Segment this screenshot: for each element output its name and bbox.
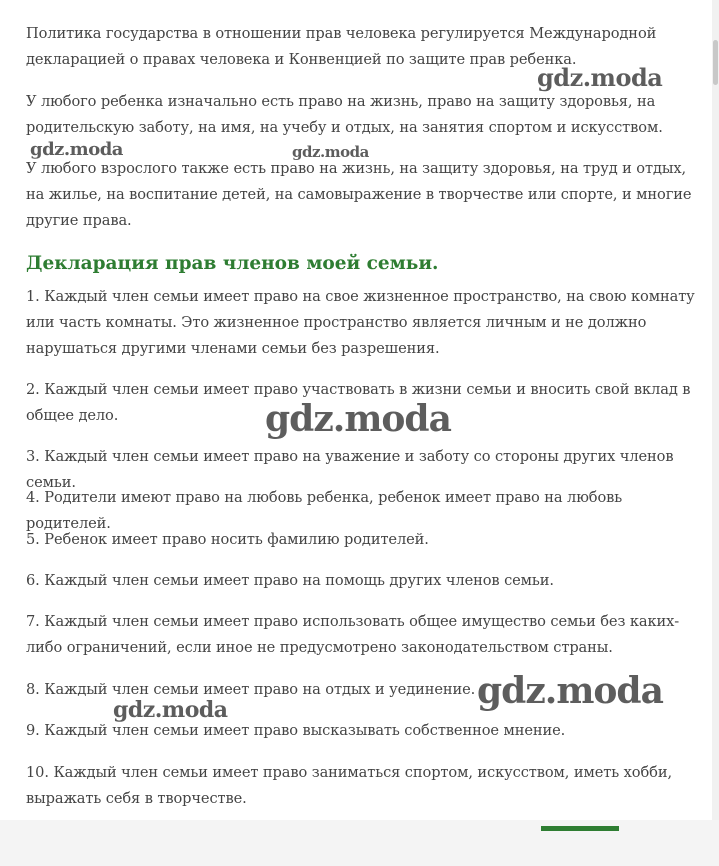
declaration-heading: Декларация прав членов моей семьи. xyxy=(26,253,439,274)
scrollbar-thumb[interactable] xyxy=(713,40,718,85)
list-item: 5. Ребенок имеет право носить фамилию родителей. xyxy=(26,531,429,548)
list-item: 1. Каждый член семьи имеет право на свое жизненное пространство, на свою комнату или часть комнаты. Это жизненное пространство является личным и не должно нарушаться другими членами семьи без разрешения. xyxy=(26,288,695,357)
list-item: 8. Каждый член семьи имеет право на отдых и уединение. xyxy=(26,681,476,698)
watermark: gdz.moda xyxy=(292,143,369,161)
paragraph-state-policy: Политика государства в отношении прав человека регулируется Международной декларацией о правах человека и Конвенцией по защите прав ребенка. xyxy=(26,25,657,68)
watermark: gdz.moda xyxy=(537,63,663,92)
list-item: 7. Каждый член семьи имеет право использовать общее имущество семьи без каких-либо ограничений, если иное не предусмотрено законодательством страны. xyxy=(26,613,680,656)
watermark: gdz.moda xyxy=(30,139,123,160)
cropped-previous-line xyxy=(26,0,546,2)
watermark: gdz.moda xyxy=(477,670,663,712)
list-item: 10. Каждый член семьи имеет право заниматься спортом, искусством, иметь хобби, выражать себя в творчестве. xyxy=(26,764,673,807)
list-item: 4. Родители имеют право на любовь ребенка, ребенок имеет право на любовь родителей. xyxy=(26,489,623,532)
watermark: gdz.moda xyxy=(265,398,451,440)
watermark: gdz.moda xyxy=(113,697,228,723)
list-item: 2. Каждый член семьи имеет право участвовать в жизни семьи и вносить свой вклад в общее дело. xyxy=(26,381,691,424)
scrollbar[interactable] xyxy=(712,0,719,820)
list-item: 3. Каждый член семьи имеет право на уважение и заботу со стороны других членов семьи. xyxy=(26,448,674,491)
paragraph-child-rights: У любого ребенка изначально есть право на жизнь, право на защиту здоровья, на родительскую заботу, на имя, на учебу и отдых, на занятия спортом и искусством. xyxy=(26,93,663,136)
list-item: 9. Каждый член семьи имеет право высказывать собственное мнение. xyxy=(26,722,566,739)
paragraph-adult-rights: У любого взрослого также есть право на жизнь, на защиту здоровья, на труд и отдых, на жилье, на воспитание детей, на самовыражение в творчестве или спорте, и многие другие права. xyxy=(26,160,692,229)
list-item: 6. Каждый член семьи имеет право на помощь других членов семьи. xyxy=(26,572,554,589)
footer-accent xyxy=(541,826,619,831)
